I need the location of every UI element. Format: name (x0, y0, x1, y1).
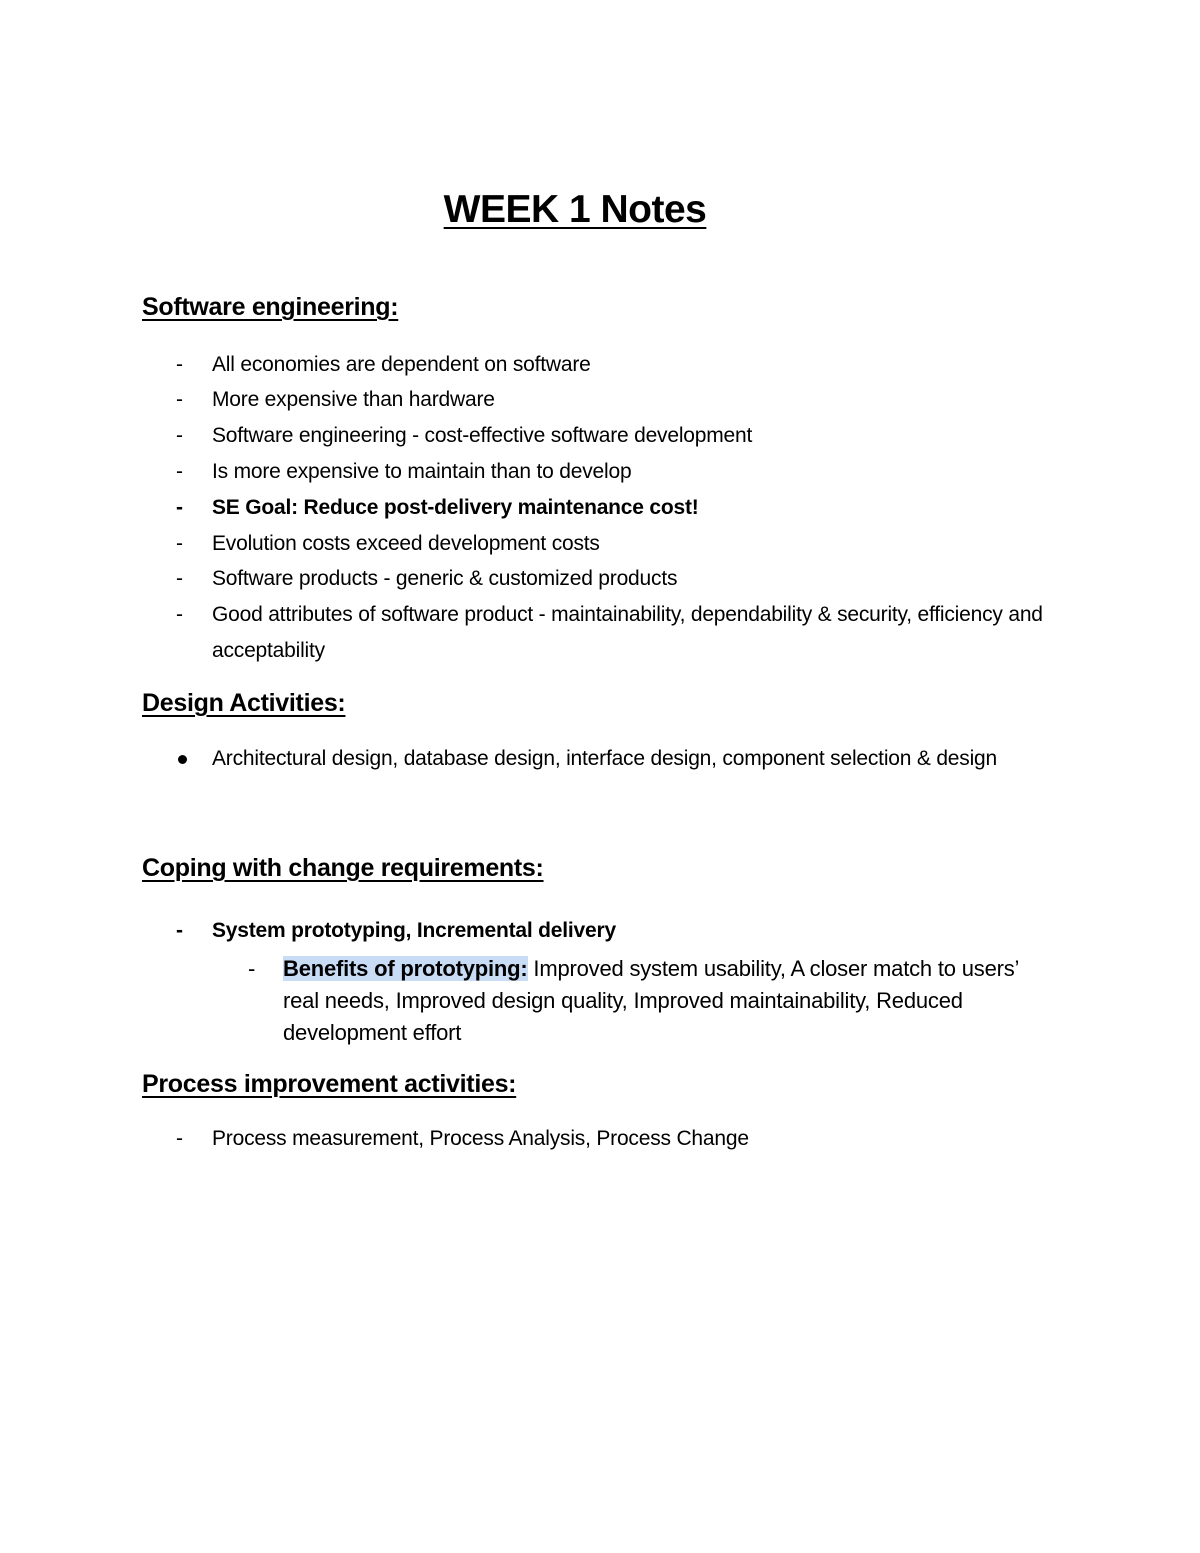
dash-marker: - (176, 603, 183, 626)
heading-process-improvement: Process improvement activities: (142, 1070, 517, 1098)
dash-marker: - (176, 532, 183, 555)
dash-marker: - (176, 353, 183, 376)
heading-coping-with-change: Coping with change requirements: (142, 854, 544, 882)
heading-design-activities: Design Activities: (142, 689, 346, 717)
sub-item-text: Improved system usability, A closer match to users’ real needs, Improved design quality, Improved maintainability, Reduced development effort (283, 956, 1019, 1045)
dash-marker: - (176, 1127, 183, 1150)
highlighted-label: Benefits of prototyping: (283, 956, 528, 981)
document-page: WEEK 1 Notes Software engineering: - All economies are dependent on software - More expensive than hardware - Software engineering - cost-effective software development - Is more expensive to maintain than to develop - SE Goal: Reduce post-delivery maintenance cost! - Evolution costs exceed development costs - Software products - generic & customized products - Good attributes of software product - maintainability, dependability & security, efficiency and acceptability Design Activities: Architectural design, database design, interface design, component selection & design Coping with change requirements: - System prototyping, Incremental delivery - Benefits of prototyping: Improved system usability, A closer match to users’ real needs, Improved design quality, Improved maintainability, Reduced development effort Process improvement activities: - Process measurement, Process Analysis, Process Change (0, 0, 1200, 1553)
dash-marker: - (176, 567, 183, 590)
dash-marker: - (176, 460, 183, 483)
heading-software-engineering: Software engineering: (142, 293, 399, 321)
dash-marker: - (176, 919, 183, 942)
dash-marker: - (176, 424, 183, 447)
dash-marker: - (176, 388, 183, 411)
page-title: WEEK 1 Notes (443, 188, 707, 231)
dash-marker: - (176, 496, 183, 519)
dash-marker: - (248, 956, 256, 981)
